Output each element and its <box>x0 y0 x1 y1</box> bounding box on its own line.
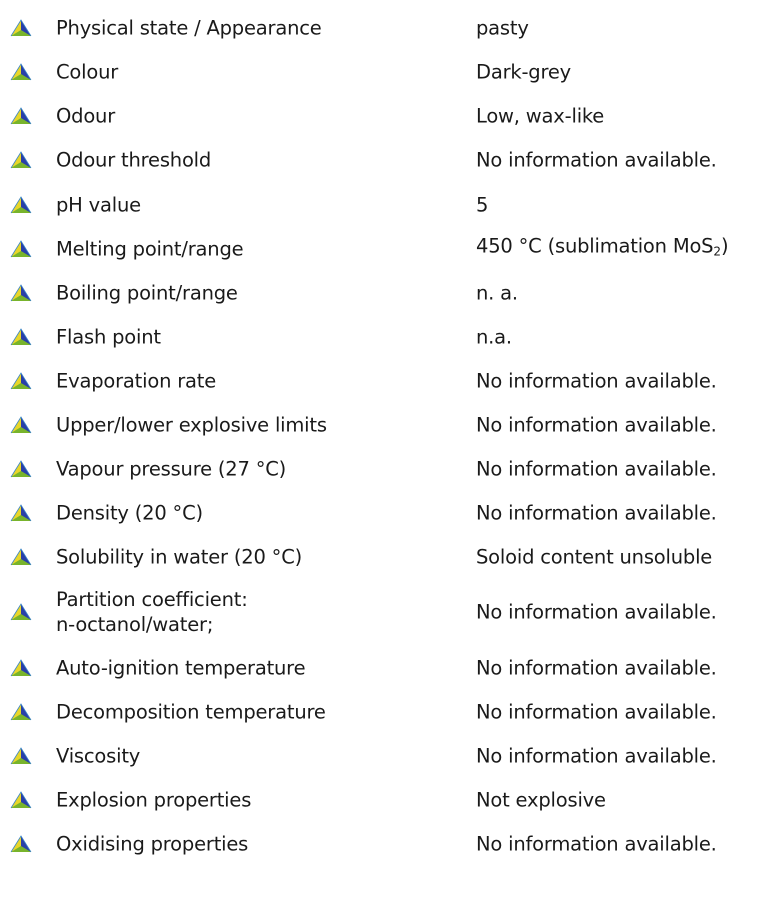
property-value-text: No information available. <box>476 501 717 525</box>
property-row <box>0 690 782 734</box>
property-label <box>56 281 238 306</box>
property-label-line1: Explosion properties <box>56 788 252 812</box>
property-row <box>0 50 782 94</box>
property-label <box>56 832 248 857</box>
property-label-line1: Odour threshold <box>56 148 212 172</box>
pyramid-bullet-icon <box>10 791 32 809</box>
property-label <box>56 369 216 394</box>
property-row <box>0 778 782 822</box>
property-label <box>56 193 141 218</box>
property-value-text: No information available. <box>476 700 717 724</box>
property-row <box>0 271 782 315</box>
property-label <box>56 788 251 813</box>
property-label-line1: Solubility in water (20 °C) <box>56 545 303 569</box>
property-label-line1: Oxidising properties <box>56 832 249 856</box>
property-label-line1: Vapour pressure (27 °C) <box>56 457 287 481</box>
pyramid-bullet-icon <box>10 240 32 258</box>
property-label-line1: Evaporation rate <box>56 369 217 393</box>
property-row <box>0 822 782 866</box>
property-value <box>476 16 529 41</box>
property-row <box>0 359 782 403</box>
property-row <box>0 6 782 50</box>
property-label <box>56 545 302 570</box>
property-row <box>0 183 782 227</box>
property-label-line1: Boiling point/range <box>56 281 238 305</box>
pyramid-bullet-icon <box>10 284 32 302</box>
property-label-line1: Decomposition temperature <box>56 700 326 724</box>
pyramid-bullet-icon <box>10 63 32 81</box>
property-label <box>56 501 203 526</box>
property-value <box>476 325 512 350</box>
property-value-text: No information available. <box>476 600 717 624</box>
property-label <box>56 656 305 681</box>
property-label <box>56 744 140 769</box>
pyramid-bullet-icon <box>10 328 32 346</box>
property-value-text: Low, wax-like <box>476 104 605 128</box>
property-value-text: No information available. <box>476 656 717 680</box>
property-row <box>0 403 782 447</box>
property-value <box>476 600 717 625</box>
property-value <box>476 501 717 526</box>
property-value <box>476 744 717 769</box>
property-label-line1: Viscosity <box>56 744 141 768</box>
property-label-line1: Physical state / Appearance <box>56 16 322 40</box>
property-value-text: 5 <box>476 193 489 217</box>
property-label <box>56 148 211 173</box>
property-row <box>0 227 782 271</box>
pyramid-bullet-icon <box>10 703 32 721</box>
property-label-line1: Upper/lower explosive limits <box>56 413 327 437</box>
property-row <box>0 94 782 138</box>
property-row <box>0 447 782 491</box>
pyramid-bullet-icon <box>10 504 32 522</box>
property-value-text: 450 °C (sublimation MoS <box>476 234 714 258</box>
pyramid-bullet-icon <box>10 460 32 478</box>
property-row <box>0 734 782 778</box>
property-value-text: n.a. <box>476 325 512 349</box>
property-value-suffix: ) <box>721 234 729 258</box>
property-label-line1: Partition coefficient: <box>56 588 248 611</box>
pyramid-bullet-icon <box>10 151 32 169</box>
property-label <box>56 104 115 129</box>
property-label <box>56 325 161 350</box>
property-label-line1: Melting point/range <box>56 237 244 261</box>
pyramid-bullet-icon <box>10 603 32 621</box>
property-value <box>476 369 717 394</box>
property-value <box>476 104 604 129</box>
property-row <box>0 315 782 359</box>
property-value <box>476 60 571 85</box>
property-label-line1: Density (20 °C) <box>56 501 203 525</box>
property-value-text: No information available. <box>476 832 717 856</box>
pyramid-bullet-icon <box>10 372 32 390</box>
property-label <box>56 413 327 438</box>
property-label-line1: Colour <box>56 60 119 84</box>
property-value <box>476 234 728 265</box>
property-value <box>476 832 717 857</box>
property-label-line2: n-octanol/water; <box>56 613 214 636</box>
pyramid-bullet-icon <box>10 747 32 765</box>
property-value <box>476 656 717 681</box>
property-value-text: No information available. <box>476 413 717 437</box>
property-row <box>0 579 782 645</box>
property-value-text: Not explosive <box>476 788 606 812</box>
property-label <box>56 457 286 482</box>
property-row <box>0 535 782 579</box>
property-row <box>0 138 782 182</box>
property-value-text: No information available. <box>476 148 717 172</box>
pyramid-bullet-icon <box>10 835 32 853</box>
property-label <box>56 237 243 262</box>
property-value <box>476 545 712 570</box>
property-label-line1: Flash point <box>56 325 161 349</box>
property-value-text: No information available. <box>476 369 717 393</box>
property-label <box>56 16 322 41</box>
property-label-line1: Auto-ignition temperature <box>56 656 306 680</box>
property-value-text: n. a. <box>476 281 518 305</box>
property-label <box>56 587 248 637</box>
property-row <box>0 646 782 690</box>
property-row <box>0 491 782 535</box>
property-value <box>476 413 717 438</box>
property-value-text: Dark-grey <box>476 60 572 84</box>
pyramid-bullet-icon <box>10 19 32 37</box>
property-label <box>56 60 118 85</box>
property-label-line1: Odour <box>56 104 116 128</box>
pyramid-bullet-icon <box>10 196 32 214</box>
pyramid-bullet-icon <box>10 107 32 125</box>
pyramid-bullet-icon <box>10 659 32 677</box>
property-value <box>476 788 606 813</box>
property-value-text: Soloid content unsoluble <box>476 545 713 569</box>
property-value-text: pasty <box>476 16 529 40</box>
property-label-line1: pH value <box>56 193 141 217</box>
pyramid-bullet-icon <box>10 416 32 434</box>
property-value <box>476 700 717 725</box>
property-value <box>476 281 518 306</box>
property-label <box>56 700 326 725</box>
property-value-subscript: 2 <box>713 244 721 259</box>
property-value <box>476 148 717 173</box>
property-value-text: No information available. <box>476 457 717 481</box>
pyramid-bullet-icon <box>10 548 32 566</box>
property-value <box>476 193 488 218</box>
property-value-text: No information available. <box>476 744 717 768</box>
property-value <box>476 457 717 482</box>
